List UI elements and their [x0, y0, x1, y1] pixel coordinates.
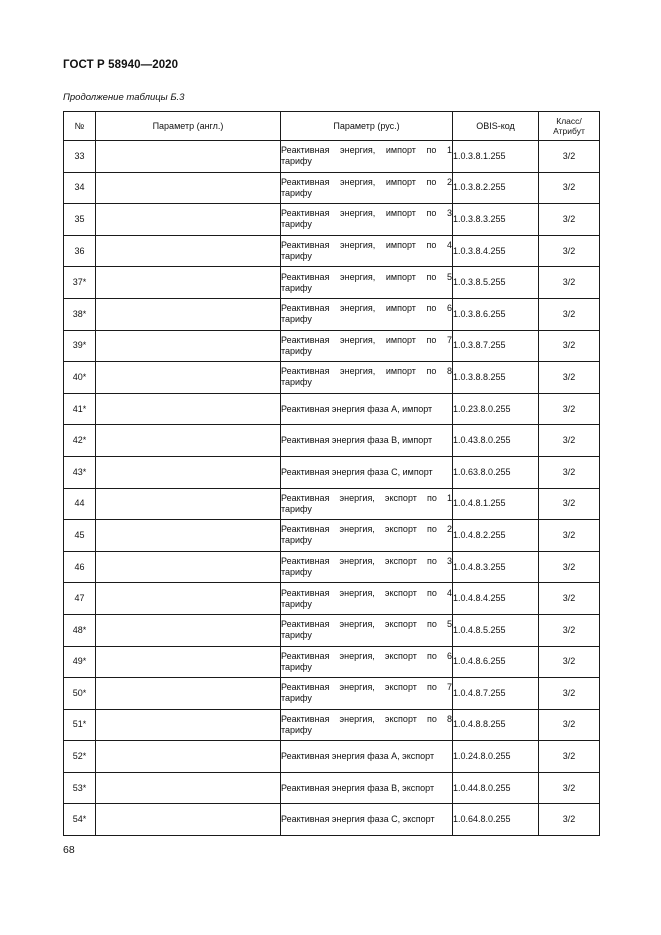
cell-obis-code: 1.0.4.8.8.255	[453, 709, 539, 741]
cell-param-en	[96, 456, 281, 488]
table-row	[64, 709, 600, 741]
column-header-obis: OBIS-код	[453, 112, 539, 141]
cell-class-attr: 3/2	[539, 204, 600, 236]
cell-number: 49*	[64, 646, 96, 678]
cell-param-ru: Реактивная энергия фаза B, экспорт	[281, 772, 453, 804]
cell-obis-code: 1.0.3.8.7.255	[453, 330, 539, 362]
cell-class-attr: 3/2	[539, 709, 600, 741]
cell-obis-code: 1.0.3.8.6.255	[453, 298, 539, 330]
cell-param-en	[96, 772, 281, 804]
table-row	[64, 393, 600, 425]
cell-obis-code: 1.0.3.8.2.255	[453, 172, 539, 204]
cell-param-ru: Реактивная энергия, экспорт по 4 тарифу	[281, 583, 453, 615]
cell-param-en	[96, 614, 281, 646]
cell-obis-code: 1.0.63.8.0.255	[453, 456, 539, 488]
cell-number: 48*	[64, 614, 96, 646]
cell-param-ru: Реактивная энергия фаза A, импорт	[281, 393, 453, 425]
cell-class-attr: 3/2	[539, 772, 600, 804]
table-header-row	[64, 112, 600, 141]
cell-number: 46	[64, 551, 96, 583]
cell-number: 47	[64, 583, 96, 615]
cell-obis-code: 1.0.3.8.3.255	[453, 204, 539, 236]
cell-class-attr: 3/2	[539, 330, 600, 362]
cell-param-en	[96, 330, 281, 362]
cell-class-attr: 3/2	[539, 298, 600, 330]
cell-param-ru: Реактивная энергия, экспорт по 3 тарифу	[281, 551, 453, 583]
column-header-class-attr	[539, 112, 600, 141]
cell-number: 37*	[64, 267, 96, 299]
cell-obis-code: 1.0.4.8.6.255	[453, 646, 539, 678]
cell-param-en	[96, 804, 281, 836]
cell-number: 51*	[64, 709, 96, 741]
cell-obis-code: 1.0.4.8.3.255	[453, 551, 539, 583]
cell-number: 40*	[64, 362, 96, 394]
cell-class-attr: 3/2	[539, 172, 600, 204]
table-row	[64, 425, 600, 457]
cell-number: 45	[64, 520, 96, 552]
column-header-param-en: Параметр (англ.)	[96, 112, 281, 141]
cell-class-attr: 3/2	[539, 646, 600, 678]
cell-class-attr: 3/2	[539, 551, 600, 583]
cell-param-en	[96, 678, 281, 710]
table-row	[64, 646, 600, 678]
cell-param-en	[96, 551, 281, 583]
cell-number: 53*	[64, 772, 96, 804]
cell-class-attr: 3/2	[539, 267, 600, 299]
cell-param-en	[96, 646, 281, 678]
cell-obis-code: 1.0.3.8.8.255	[453, 362, 539, 394]
cell-param-ru: Реактивная энергия, импорт по 5 тарифу	[281, 267, 453, 299]
cell-param-ru: Реактивная энергия, импорт по 4 тарифу	[281, 235, 453, 267]
cell-param-en	[96, 172, 281, 204]
cell-class-attr: 3/2	[539, 741, 600, 773]
cell-obis-code: 1.0.64.8.0.255	[453, 804, 539, 836]
cell-obis-code: 1.0.3.8.5.255	[453, 267, 539, 299]
cell-param-ru: Реактивная энергия фаза A, экспорт	[281, 741, 453, 773]
cell-obis-code: 1.0.4.8.7.255	[453, 678, 539, 710]
cell-param-en	[96, 362, 281, 394]
table-row	[64, 741, 600, 773]
cell-obis-code: 1.0.23.8.0.255	[453, 393, 539, 425]
cell-number: 54*	[64, 804, 96, 836]
document-code: ГОСТ Р 58940—2020	[63, 59, 179, 71]
cell-number: 38*	[64, 298, 96, 330]
cell-obis-code: 1.0.4.8.1.255	[453, 488, 539, 520]
cell-param-ru: Реактивная энергия, импорт по 3 тарифу	[281, 204, 453, 236]
table-row	[64, 614, 600, 646]
cell-param-en	[96, 520, 281, 552]
cell-param-ru: Реактивная энергия, экспорт по 5 тарифу	[281, 614, 453, 646]
cell-param-en	[96, 488, 281, 520]
cell-number: 39*	[64, 330, 96, 362]
cell-param-ru: Реактивная энергия, импорт по 2 тарифу	[281, 172, 453, 204]
table-row	[64, 235, 600, 267]
cell-param-en	[96, 204, 281, 236]
table-row	[64, 362, 600, 394]
cell-param-en	[96, 583, 281, 615]
parameters-table	[63, 111, 600, 836]
table-row	[64, 298, 600, 330]
cell-class-attr: 3/2	[539, 520, 600, 552]
cell-param-en	[96, 741, 281, 773]
cell-class-attr: 3/2	[539, 456, 600, 488]
table-row	[64, 456, 600, 488]
column-header-attr-label: Атрибут	[553, 126, 585, 136]
table-body	[64, 141, 600, 836]
table-row	[64, 551, 600, 583]
cell-obis-code: 1.0.4.8.4.255	[453, 583, 539, 615]
cell-class-attr: 3/2	[539, 614, 600, 646]
cell-number: 41*	[64, 393, 96, 425]
cell-param-ru: Реактивная энергия фаза B, импорт	[281, 425, 453, 457]
table-row	[64, 583, 600, 615]
table-row	[64, 520, 600, 552]
cell-param-ru: Реактивная энергия, импорт по 7 тарифу	[281, 330, 453, 362]
cell-class-attr: 3/2	[539, 393, 600, 425]
cell-number: 44	[64, 488, 96, 520]
cell-class-attr: 3/2	[539, 362, 600, 394]
cell-param-ru: Реактивная энергия, экспорт по 8 тарифу	[281, 709, 453, 741]
cell-param-en	[96, 235, 281, 267]
cell-param-ru: Реактивная энергия, импорт по 1 тарифу	[281, 141, 453, 173]
cell-number: 43*	[64, 456, 96, 488]
cell-param-en	[96, 298, 281, 330]
cell-class-attr: 3/2	[539, 141, 600, 173]
cell-obis-code: 1.0.3.8.1.255	[453, 141, 539, 173]
cell-param-en	[96, 425, 281, 457]
cell-number: 50*	[64, 678, 96, 710]
column-header-num: №	[64, 112, 96, 141]
cell-number: 33	[64, 141, 96, 173]
cell-param-ru: Реактивная энергия фаза C, экспорт	[281, 804, 453, 836]
table-row	[64, 488, 600, 520]
column-header-class-label: Класс/	[556, 116, 582, 126]
cell-param-en	[96, 709, 281, 741]
page-number: 68	[63, 844, 75, 856]
cell-param-en	[96, 267, 281, 299]
cell-obis-code: 1.0.44.8.0.255	[453, 772, 539, 804]
cell-obis-code: 1.0.3.8.4.255	[453, 235, 539, 267]
cell-param-ru: Реактивная энергия, экспорт по 6 тарифу	[281, 646, 453, 678]
table-row	[64, 804, 600, 836]
cell-number: 52*	[64, 741, 96, 773]
cell-obis-code: 1.0.24.8.0.255	[453, 741, 539, 773]
cell-param-en	[96, 393, 281, 425]
cell-param-ru: Реактивная энергия, импорт по 6 тарифу	[281, 298, 453, 330]
cell-class-attr: 3/2	[539, 488, 600, 520]
cell-number: 34	[64, 172, 96, 204]
cell-number: 42*	[64, 425, 96, 457]
table-row	[64, 678, 600, 710]
cell-param-ru: Реактивная энергия, экспорт по 7 тарифу	[281, 678, 453, 710]
table-row	[64, 204, 600, 236]
cell-number: 35	[64, 204, 96, 236]
cell-class-attr: 3/2	[539, 678, 600, 710]
cell-param-ru: Реактивная энергия, импорт по 8 тарифу	[281, 362, 453, 394]
table-row	[64, 772, 600, 804]
cell-class-attr: 3/2	[539, 235, 600, 267]
cell-obis-code: 1.0.4.8.5.255	[453, 614, 539, 646]
cell-class-attr: 3/2	[539, 804, 600, 836]
table-row	[64, 267, 600, 299]
table-caption: Продолжение таблицы Б.3	[63, 92, 185, 103]
cell-param-ru: Реактивная энергия, экспорт по 2 тарифу	[281, 520, 453, 552]
cell-class-attr: 3/2	[539, 425, 600, 457]
cell-param-en	[96, 141, 281, 173]
table-row	[64, 141, 600, 173]
column-header-param-ru: Параметр (рус.)	[281, 112, 453, 141]
table-row	[64, 172, 600, 204]
cell-class-attr: 3/2	[539, 583, 600, 615]
cell-obis-code: 1.0.4.8.2.255	[453, 520, 539, 552]
cell-number: 36	[64, 235, 96, 267]
table-row	[64, 330, 600, 362]
cell-param-ru: Реактивная энергия фаза C, импорт	[281, 456, 453, 488]
cell-obis-code: 1.0.43.8.0.255	[453, 425, 539, 457]
cell-param-ru: Реактивная энергия, экспорт по 1 тарифу	[281, 488, 453, 520]
